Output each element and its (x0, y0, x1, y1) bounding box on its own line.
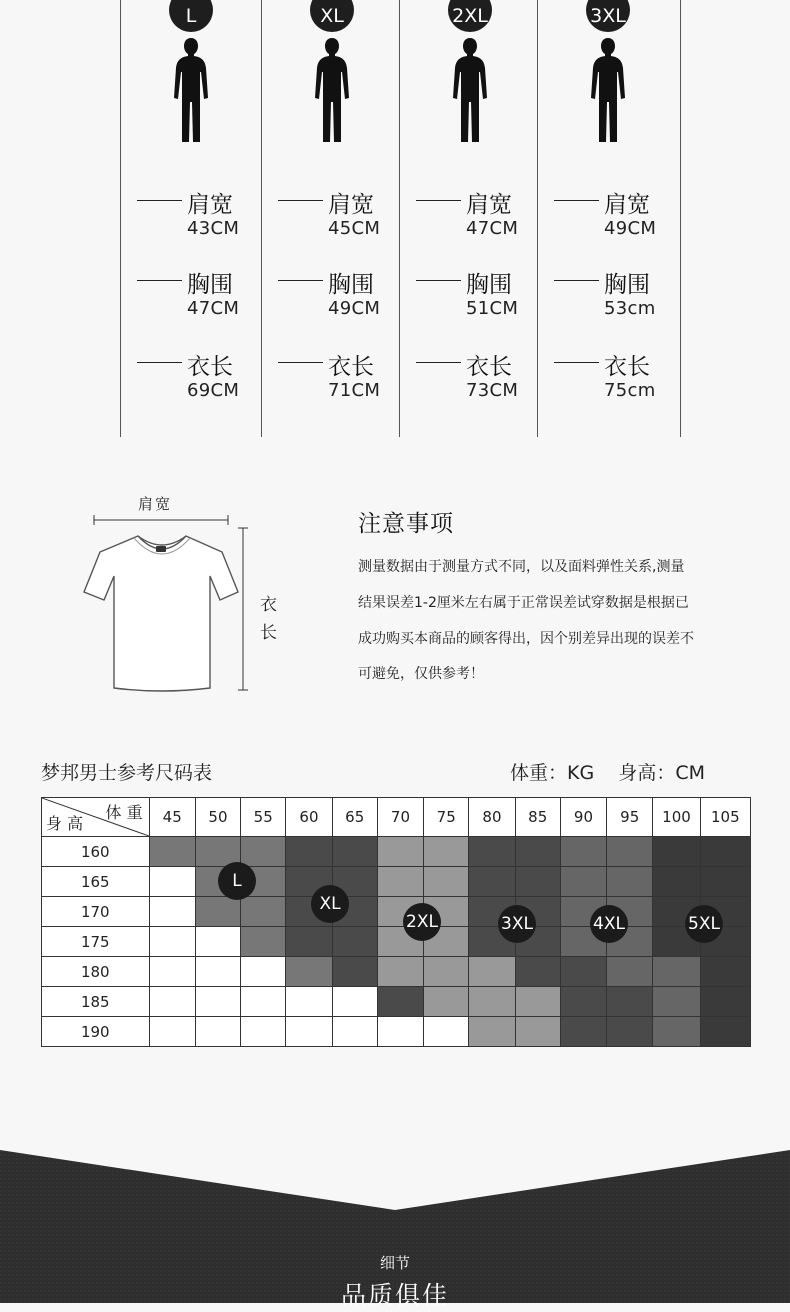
weight-column-header: 65 (332, 798, 377, 837)
notes-line: 可避免，仅供参考！ (358, 666, 484, 682)
table-corner-header (42, 798, 150, 837)
size-zone-badge: XL (311, 885, 349, 923)
chest-label: 胸围 (187, 272, 233, 298)
notes-line: 结果误差1-2厘米左右属于正常误差试穿数据是根据已 (358, 595, 689, 611)
shoulder-value: 45CM (328, 218, 381, 239)
size-cell (195, 927, 240, 957)
table-title: 梦邦男士参考尺码表 (41, 762, 213, 784)
size-cell (332, 927, 377, 957)
weight-header: 体 重 (105, 803, 143, 822)
chest-value: 47CM (187, 298, 240, 319)
size-cell (560, 837, 606, 867)
size-cell (195, 897, 240, 927)
weight-column-header: 50 (195, 798, 240, 837)
weight-column-header: 45 (149, 798, 195, 837)
table-row (42, 927, 751, 957)
footer-subtitle: 细节 (379, 1254, 410, 1272)
weight-column-header: 100 (653, 798, 700, 837)
size-cell (700, 957, 750, 987)
size-cell (560, 987, 606, 1017)
table-row (42, 957, 751, 987)
shoulder-width-label: 肩宽 (138, 495, 173, 513)
size-cell (286, 837, 332, 867)
length-label: 衣长 (466, 354, 512, 380)
size-cell (332, 987, 377, 1017)
size-cell (469, 987, 515, 1017)
chest-value: 53cm (604, 298, 656, 319)
size-cell (700, 867, 750, 897)
chest-value: 49CM (328, 298, 381, 319)
shoulder-label: 肩宽 (187, 192, 233, 218)
size-cell (332, 1017, 377, 1047)
length-label: 衣长 (328, 354, 374, 380)
shoulder-value: 47CM (466, 218, 519, 239)
size-cell (424, 987, 469, 1017)
size-cell (515, 957, 560, 987)
length-value: 71CM (328, 380, 381, 401)
size-cell (195, 987, 240, 1017)
size-cell (241, 837, 286, 867)
height-row-header: 165 (42, 867, 150, 897)
column-divider (680, 0, 681, 437)
size-cell (607, 867, 653, 897)
size-cell (241, 987, 286, 1017)
length-value: 75cm (604, 380, 656, 401)
person-silhouette-icon (590, 38, 626, 142)
chest-value: 51CM (466, 298, 519, 319)
size-chart-table (41, 797, 751, 1047)
weight-column-header: 95 (607, 798, 653, 837)
table-row (42, 867, 751, 897)
size-cell (149, 867, 195, 897)
size-cell (377, 837, 423, 867)
size-cell (653, 987, 700, 1017)
length-value: 73CM (466, 380, 519, 401)
size-cell (469, 837, 515, 867)
height-row-header: 175 (42, 927, 150, 957)
size-cell (653, 957, 700, 987)
size-cell (424, 837, 469, 867)
size-cell (286, 987, 332, 1017)
height-header: 身 高 (46, 814, 84, 833)
size-column (400, 0, 540, 437)
table-units: 体重：KG 身高：CM (510, 762, 706, 784)
shoulder-label: 肩宽 (604, 192, 650, 218)
chest-label: 胸围 (328, 272, 374, 298)
notes-line: 成功购买本商品的顾客得出，因个别差异出现的误差不 (358, 631, 694, 647)
size-cell (560, 957, 606, 987)
size-cell (560, 867, 606, 897)
size-badge: L (169, 0, 213, 32)
length-label: 衣长 (604, 354, 650, 380)
size-cell (469, 867, 515, 897)
length-value: 69CM (187, 380, 240, 401)
shoulder-label: 肩宽 (328, 192, 374, 218)
size-cell (377, 957, 423, 987)
length-label-bottom: 长 (260, 623, 277, 643)
weight-column-header: 90 (560, 798, 606, 837)
table-row (42, 987, 751, 1017)
size-cell (700, 837, 750, 867)
size-cell (607, 987, 653, 1017)
footer-title: 品质俱佳 (340, 1281, 449, 1310)
size-cell (149, 987, 195, 1017)
size-cell (149, 927, 195, 957)
size-cell (149, 1017, 195, 1047)
size-badge: 2XL (448, 0, 492, 32)
height-row-header: 190 (42, 1017, 150, 1047)
person-silhouette-icon (452, 38, 488, 142)
size-cell (653, 867, 700, 897)
height-row-header: 160 (42, 837, 150, 867)
size-cell (560, 1017, 606, 1047)
size-cell (149, 957, 195, 987)
size-cell (515, 987, 560, 1017)
size-zone-badge: L (218, 862, 256, 900)
size-cell (241, 897, 286, 927)
size-cell (653, 837, 700, 867)
size-cell (700, 1017, 750, 1047)
size-cell (515, 867, 560, 897)
person-silhouette-icon (173, 38, 209, 142)
size-cell (700, 987, 750, 1017)
size-badge: XL (310, 0, 354, 32)
table-row (42, 1017, 751, 1047)
size-cell (653, 1017, 700, 1047)
weight-column-header: 55 (241, 798, 286, 837)
size-column (262, 0, 402, 437)
size-cell (607, 957, 653, 987)
height-row-header: 180 (42, 957, 150, 987)
size-cell (424, 957, 469, 987)
size-zone-badge: 5XL (685, 905, 723, 943)
size-cell (607, 837, 653, 867)
size-cell (286, 957, 332, 987)
weight-column-header: 60 (286, 798, 332, 837)
shoulder-value: 43CM (187, 218, 240, 239)
size-cell (286, 1017, 332, 1047)
size-zone-badge: 2XL (403, 903, 441, 941)
weight-column-header: 105 (700, 798, 750, 837)
size-cell (241, 957, 286, 987)
notes-line: 测量数据由于测量方式不同，以及面料弹性关系,测量 (358, 559, 685, 575)
size-cell (424, 867, 469, 897)
height-row-header: 170 (42, 897, 150, 927)
size-cell (515, 1017, 560, 1047)
size-cell (149, 897, 195, 927)
weight-column-header: 75 (424, 798, 469, 837)
size-badge: 3XL (586, 0, 630, 32)
chest-label: 胸围 (466, 272, 512, 298)
size-cell (241, 927, 286, 957)
size-column (538, 0, 678, 437)
length-label: 衣长 (187, 354, 233, 380)
size-cell (195, 1017, 240, 1047)
size-cell (332, 957, 377, 987)
weight-column-header: 85 (515, 798, 560, 837)
person-silhouette-icon (314, 38, 350, 142)
table-row (42, 837, 751, 867)
size-cell (377, 987, 423, 1017)
shoulder-value: 49CM (604, 218, 657, 239)
table-row (42, 897, 751, 927)
notes-title: 注意事项 (358, 511, 454, 537)
shoulder-label: 肩宽 (466, 192, 512, 218)
size-cell (377, 867, 423, 897)
length-label-top: 衣 (260, 595, 277, 615)
size-cell (195, 957, 240, 987)
size-cell (286, 927, 332, 957)
size-cell (332, 837, 377, 867)
size-cell (469, 957, 515, 987)
chest-label: 胸围 (604, 272, 650, 298)
size-column (121, 0, 261, 437)
size-cell (149, 837, 195, 867)
size-cell (377, 1017, 423, 1047)
size-zone-badge: 4XL (590, 905, 628, 943)
size-cell (241, 1017, 286, 1047)
weight-column-header: 80 (469, 798, 515, 837)
height-row-header: 185 (42, 987, 150, 1017)
size-cell (469, 1017, 515, 1047)
weight-column-header: 70 (377, 798, 423, 837)
size-cell (424, 1017, 469, 1047)
shirt-diagram (80, 488, 300, 698)
size-cell (607, 1017, 653, 1047)
size-zone-badge: 3XL (498, 905, 536, 943)
size-cell (515, 837, 560, 867)
